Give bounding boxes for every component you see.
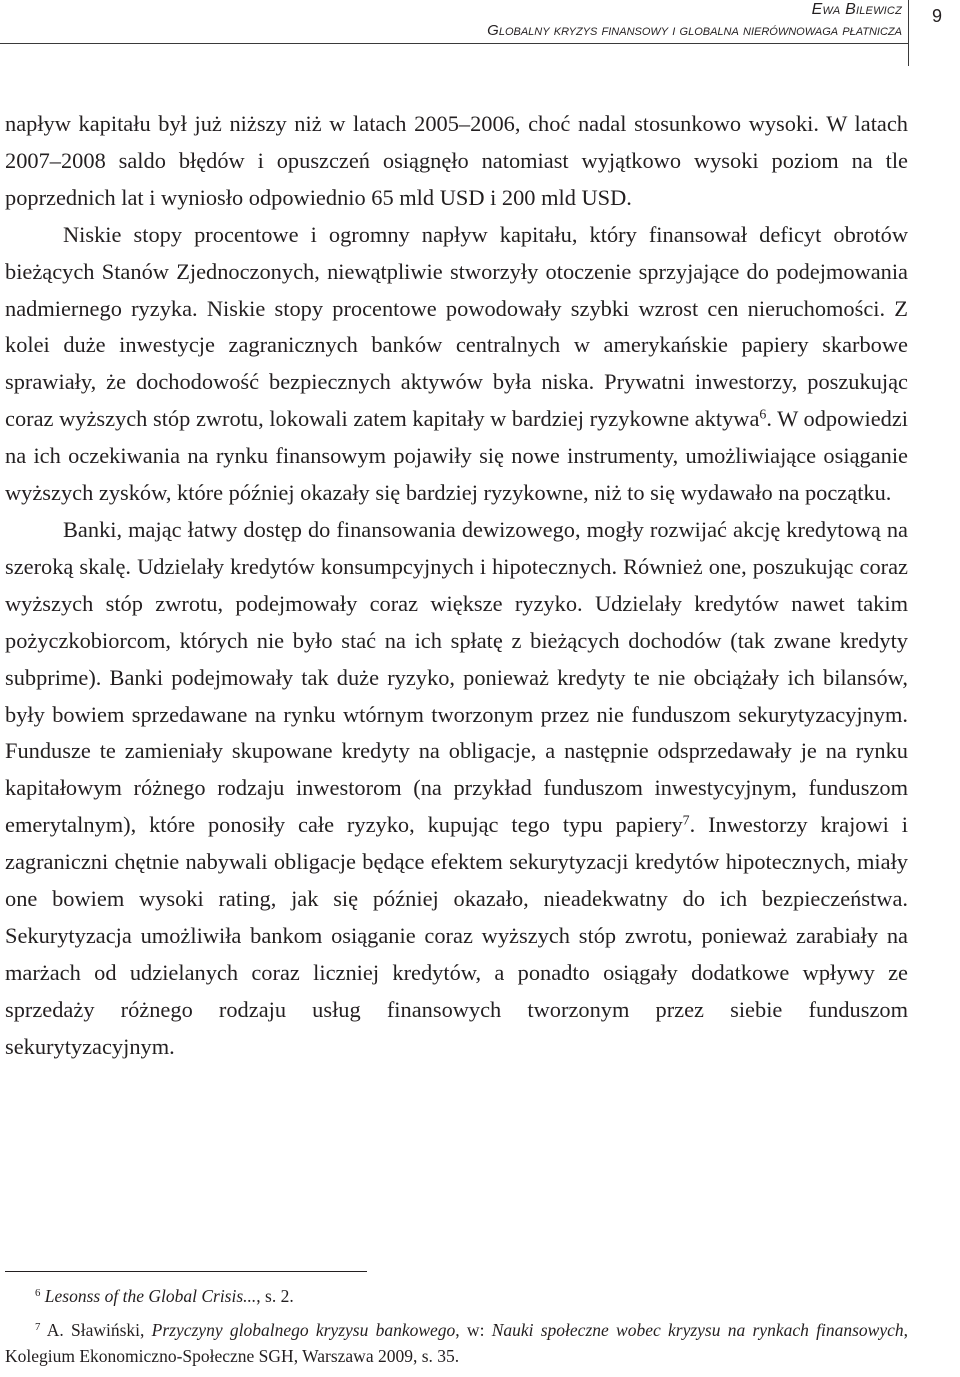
running-title: Globalny kryzys finansowy i globalna nierównowaga płatnicza: [487, 22, 902, 39]
footnote-6-title: Lesonss of the Global Crisis...: [44, 1286, 257, 1306]
author-name: Ewa Bilewicz: [811, 1, 902, 18]
paragraph-2: [5, 217, 908, 512]
footnote-6-rest: , s. 2.: [256, 1286, 294, 1306]
page-number: 9: [932, 6, 943, 26]
paragraph-1: napływ kapitału był już niższy niż w latach 2005–2006, choć nadal stosunkowo wysoki. W latach 2007–2008 saldo błędów i opuszczeń osiągnęło natomiast wyjątkowo wysoki poziom na tle poprzednich lat i wyniosło odpowiednio 65 mld USD i 200 mld USD.: [5, 111, 908, 210]
footnote-7: [5, 1317, 908, 1369]
page-header: [0, 0, 960, 66]
paragraph-2-text-a: Niskie stopy procentowe i ogromny napływ kapitału, który finansował deficyt obrotów bieżących Stanów Zjednoczonych, niewątpliwie stworzyły otoczenie sprzyjające do podejmowania nadmiernego ryzyka. Niskie stopy procentowe powodowały szybki wzrost cen nieruchomości. Z kolei duże inwestycje zagranicznych banków centralnych w amerykańskie papiery skarbowe sprawiały, że dochodowość bezpiecznych aktywów była niska. Prywatni inwestorzy, poszukując coraz wyższych stóp zwrotu, lokowali zatem kapitały w bardziej ryzykowne aktywa: [5, 221, 908, 432]
header-vertical-rule: [908, 0, 909, 66]
footnote-7-mid: , w:: [455, 1320, 492, 1340]
paragraph-2-text-b: . W odpowiedzi na ich oczekiwania na rynku finansowym pojawiły się nowe instrumenty, umożliwiające osiąganie wyższych zysków, które później okazały się bardziej ryzykowne, niż to się wydawało na początku.: [5, 406, 908, 506]
footnotes: [5, 1283, 908, 1377]
paragraph-3: [5, 512, 908, 1066]
main-text: [5, 106, 908, 1066]
footnote-separator: [5, 1271, 367, 1272]
paragraph-3-text-b: . Inwestorzy krajowi i zagraniczni chętnie nabywali obligacje będące efektem sekurytyzacji kredytów hipotecznych, miały one bowiem wysoki rating, jak się później okazało, nieadekwatny do ich bezpieczeństwa. Sekurytyzacja umożliwiła bankom osiąganie coraz wyższych stóp zwrotu, ponieważ zarabiały na marżach od udzielanych coraz liczniej kredytów, a ponadto osiągały dodatkowe wpływy ze sprzedaży różnego rodzaju usług finansowych tworzonym przez siebie funduszom sekurytyzacyjnym.: [5, 812, 908, 1059]
footnote-7-title: Przyczyny globalnego kryzysu bankowego: [151, 1320, 456, 1340]
footnote-6-number: 6: [35, 1287, 41, 1300]
footnote-7-rest: , Kolegium Ekonomiczno-Społeczne SGH, Warszawa 2009, s. 35.: [5, 1320, 908, 1366]
paragraph-3-text-a: Banki, mając łatwy dostęp do finansowania dewizowego, mogły rozwijać akcję kredytową na szeroką skalę. Udzielały kredytów konsumpcyjnych i hipotecznych. Również one, poszukując coraz wyższych stóp zwrotu, podejmowały coraz większe ryzyko. Udzielały kredytów nawet takim pożyczkobiorcom, których nie było stać na ich spłatę z bieżących dochodów (tak zwane kredyty subprime). Banki podejmowały tak duże ryzyko, ponieważ kredyty te nie obciążały ich bilansów, były bowiem sprzedawane na rynku wtórnym tworzonym przez nie funduszom sekurytyzacyjnym. Fundusze te zamieniały skupowane kredyty na obligacje, a następnie odsprzedawały je na rynku kapitałowym różnego rodzaju inwestorom (na przykład funduszom inwestycyjnym, funduszom emerytalnym), które ponosiły całe ryzyko, kupując tego typu papiery: [5, 516, 908, 838]
footnote-6: [5, 1283, 908, 1309]
footnote-ref-6[interactable]: 6: [759, 407, 767, 423]
footnote-7-source: Nauki społeczne wobec kryzysu na rynkach finansowych: [491, 1320, 904, 1340]
footnote-7-author: A. Sławiński,: [46, 1320, 152, 1340]
footnote-ref-7[interactable]: 7: [682, 813, 690, 829]
footnote-7-number: 7: [35, 1321, 41, 1334]
header-rule: [0, 43, 908, 44]
